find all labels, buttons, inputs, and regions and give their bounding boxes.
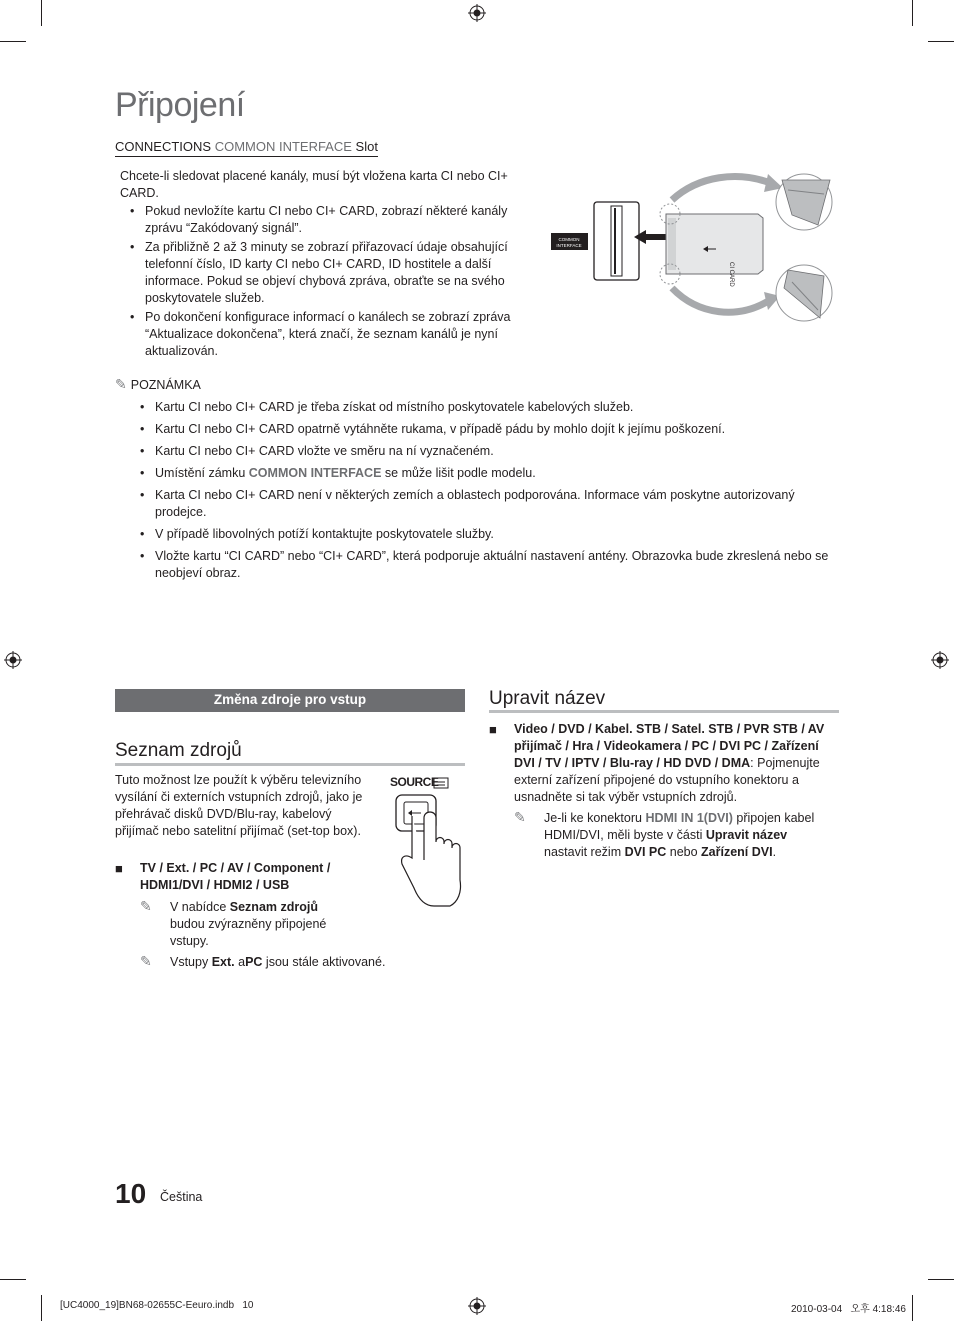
list-item-text: Umístění zámku	[155, 466, 249, 480]
list-item-bold: COMMON INTERFACE	[248, 466, 382, 480]
registration-mark-icon	[4, 651, 22, 669]
list-item	[140, 465, 840, 482]
device-description: Pojmenujte externí zařízení připojené do vstupního konektoru a usnadněte si tak výběr vstupních zdrojů.	[514, 756, 820, 804]
note-item	[140, 899, 355, 950]
note-text-bold: Seznam zdrojů	[229, 900, 318, 914]
device-list-item	[489, 721, 829, 806]
source-button-label: SOURCE	[390, 775, 439, 789]
bullet: •	[140, 400, 145, 414]
bullet: •	[140, 466, 145, 480]
note-text	[140, 899, 355, 950]
page-title: Připojení	[115, 86, 245, 124]
note-text	[514, 810, 832, 861]
note-text-part: .	[772, 845, 777, 859]
ci-section	[120, 168, 525, 360]
note-text-bold: Zařízení DVI	[701, 845, 773, 859]
square-bullet-icon: ■	[489, 722, 497, 737]
breadcrumb	[115, 139, 378, 157]
note-text-part: nastavit režim	[544, 845, 625, 859]
crop-mark	[912, 1295, 913, 1321]
note-text-bold: DVI PC	[624, 845, 667, 859]
common-interface-label: INTERFACE	[556, 243, 582, 248]
registration-mark-icon	[468, 1297, 486, 1315]
note-text-part: a	[234, 955, 246, 969]
bullet: •	[140, 422, 145, 436]
menu-icon	[434, 778, 448, 788]
crop-mark	[0, 1279, 26, 1280]
bullet: •	[140, 549, 145, 563]
bullet: •	[140, 488, 145, 502]
note-text-part: V nabídce	[170, 900, 230, 914]
ci-card	[666, 214, 763, 274]
print-file-label: [UC4000_19]BN68-02655C-Eeuro.indb 10	[60, 1300, 254, 1311]
note-heading	[115, 376, 201, 393]
note-text-part: Vstupy	[170, 955, 212, 969]
heading-rule	[115, 763, 465, 766]
crop-mark	[0, 41, 26, 42]
zoom-arrow-icon	[672, 288, 770, 312]
seznam-zdroju-heading: Seznam zdrojů	[115, 740, 242, 761]
source-remote-illustration	[388, 774, 468, 910]
sources-text: TV / Ext. / PC / AV / Component / HDMI1/DVI / HDMI2 / USB	[140, 861, 331, 892]
bullet: •	[140, 527, 145, 541]
note-list	[140, 399, 840, 587]
note-item	[514, 810, 832, 861]
crop-mark	[41, 0, 42, 26]
page-number: 10	[115, 1178, 147, 1209]
crop-mark	[912, 0, 913, 26]
breadcrumb-part: Slot	[355, 139, 378, 154]
note-text-bold: PC	[245, 955, 263, 969]
source-list-item	[115, 860, 375, 894]
registration-mark-icon	[931, 651, 949, 669]
note-text	[140, 954, 440, 971]
list-item-text: Kartu CI nebo CI+ CARD vložte ve směru na ní vyznačeném.	[155, 444, 494, 458]
note-text-part: jsou stále aktivované.	[262, 955, 386, 969]
note-text-part: Je-li ke konektoru	[544, 811, 646, 825]
list-item: • Za přibližně 2 až 3 minuty se zobrazí přiřazovací údaje obsahující telefonní číslo, ID karty CI nebo CI+ CARD, ID hostitele a další informace. Pokud se objeví chybová zpráva, obraťte se na svého poskytovatele služeb.	[120, 239, 525, 307]
list-item-text: Kartu CI nebo CI+ CARD je třeba získat od místního poskytovatele kabelových služeb.	[155, 400, 634, 414]
language-label: Čeština	[160, 1190, 203, 1204]
note-heading-label: POZNÁMKA	[130, 378, 201, 392]
list-item	[140, 487, 840, 521]
square-bullet-icon: ■	[115, 861, 123, 876]
crop-mark	[928, 1279, 954, 1280]
list-item	[140, 421, 840, 438]
note-item	[140, 954, 440, 971]
note-text-part: budou zvýrazněny připojené vstupy.	[170, 917, 327, 948]
pencil-icon: ✎	[140, 898, 152, 914]
list-item	[140, 548, 840, 582]
note-text-bold: Upravit název	[705, 828, 788, 842]
list-item-text: Karta CI nebo CI+ CARD není v některých zemích a oblastech podporována. Informace vám poskytne autorizovaný prodejce.	[155, 488, 795, 519]
breadcrumb-part: COMMON INTERFACE	[214, 139, 352, 154]
list-item: • Po dokončení konfigurace informací o kanálech se zobrazí zpráva “Aktualizace dokončena”, která značí, že seznam kanálů je nyní aktualizován.	[120, 309, 525, 360]
crop-mark	[928, 41, 954, 42]
list-item-text: V případě libovolných potíží kontaktujte poskytovatele služby.	[155, 527, 494, 541]
list-item-text: Kartu CI nebo CI+ CARD opatrně vytáhněte rukama, v případě pádu by mohlo dojít k jejímu poškození.	[155, 422, 726, 436]
section-bar-title: Změna zdroje pro vstup	[115, 689, 465, 712]
pencil-icon: ✎	[514, 809, 526, 825]
note-text-part: připojen kabel HDMI/DVI, měli byste v části	[544, 811, 815, 842]
seznam-zdroju-body: Tuto možnost lze použít k výběru televizního vysílání či externích vstupních zdrojů, jako je přehrávač disků DVD/Blu-ray, kabelový přijímač nebo satelitní přijímač (set-top box).	[115, 773, 363, 838]
upravit-nazev-heading: Upravit název	[489, 688, 606, 709]
list-item	[140, 399, 840, 416]
ci-intro: Chcete-li sledovat placené kanály, musí být vložena karta CI nebo CI+ CARD.	[120, 169, 508, 200]
note-text-bold: Ext.	[211, 955, 235, 969]
list-item-text: se může lišit podle modelu.	[381, 466, 536, 480]
list-item: • Pokud nevložíte kartu CI nebo CI+ CARD, zobrazí některé kanály zprávu “Zakódovaný signál”.	[120, 203, 525, 237]
ci-bullet-list	[120, 203, 525, 360]
device-list-text	[489, 721, 829, 806]
heading-rule	[489, 710, 839, 713]
ci-card-label: CI CARD	[728, 262, 734, 287]
pencil-icon: ✎	[115, 376, 127, 392]
pencil-icon: ✎	[140, 953, 152, 969]
common-interface-label: COMMON	[558, 237, 580, 242]
breadcrumb-part: CONNECTIONS	[115, 139, 212, 154]
zoom-arrow-icon	[672, 177, 773, 200]
note-text-part: nebo	[666, 845, 702, 859]
device-names: Video / DVD / Kabel. STB / Satel. STB / PVR STB / AV přijímač / Hra / Videokamera / PC / DVI PC / Zařízení DVI / TV / IPTV / Blu-ray / HD DVD / DMA	[514, 722, 825, 770]
crop-mark	[41, 1295, 42, 1321]
list-item	[140, 526, 840, 543]
ci-card-diagram	[548, 170, 838, 325]
registration-mark-icon	[468, 4, 486, 22]
note-text-bold: HDMI IN 1(DVI)	[645, 811, 733, 825]
list-item	[140, 443, 840, 460]
bullet: •	[140, 444, 145, 458]
list-item-text: Vložte kartu “CI CARD” nebo “CI+ CARD”, která podporuje aktuální nastavení antény. Obrazovka bude zkreslená nebo se neobjeví obraz.	[155, 549, 829, 580]
print-timestamp: 2010-03-04 오후 4:18:46	[791, 1304, 906, 1315]
device-colon: :	[750, 756, 754, 770]
